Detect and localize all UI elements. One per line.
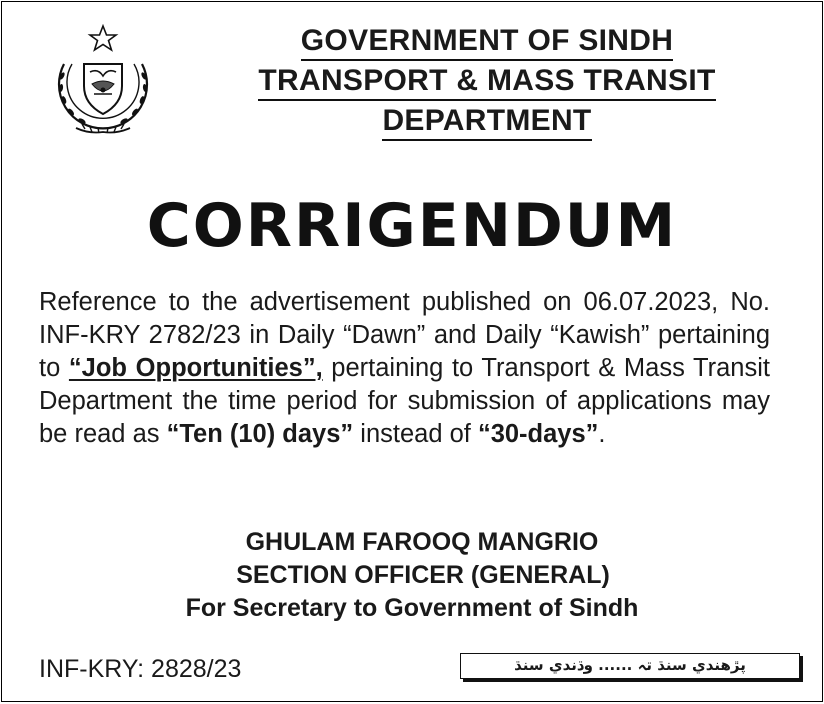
- sindh-government-emblem-icon: [42, 24, 164, 142]
- thirty-days-text: “30-days”: [477, 420, 599, 448]
- signature-block: [2, 526, 822, 625]
- officer-designation: SECTION OFFICER (GENERAL): [236, 561, 610, 589]
- body-text-3: instead of: [353, 420, 478, 448]
- corrigendum-notice: [1, 1, 823, 702]
- header-government: GOVERNMENT OF SINDH: [301, 24, 673, 61]
- body-text-2: pertaining to Transport & Mass Transit Department the time period for submission of applications may be read as: [39, 354, 770, 448]
- body-text-4: .: [598, 420, 606, 448]
- job-opportunities-text: “Job Opportunities”,: [68, 354, 323, 382]
- ten-days-text: “Ten (10) days”: [166, 420, 354, 448]
- notice-title: CORRIGENDUM: [146, 191, 678, 261]
- inf-reference-number: INF-KRY: 2828/23: [39, 655, 242, 683]
- body-text-1: Reference to the advertisement published on 06.07.2023, No. INF-KRY 2782/23 in Daily “Dawn” and Daily “Kawish” pertaining to: [39, 288, 770, 382]
- sindhi-slogan-box: پڙهندي سنڌ تہ ...... وڌندي سنڌ: [460, 653, 800, 679]
- department-header: [152, 24, 822, 144]
- notice-body: [39, 286, 770, 451]
- officer-name: GHULAM FAROOQ MANGRIO: [245, 528, 599, 556]
- header-department: DEPARTMENT: [382, 104, 591, 141]
- for-secretary-line: For Secretary to Government of Sindh: [185, 594, 639, 622]
- header-department-name: TRANSPORT & MASS TRANSIT: [258, 64, 715, 101]
